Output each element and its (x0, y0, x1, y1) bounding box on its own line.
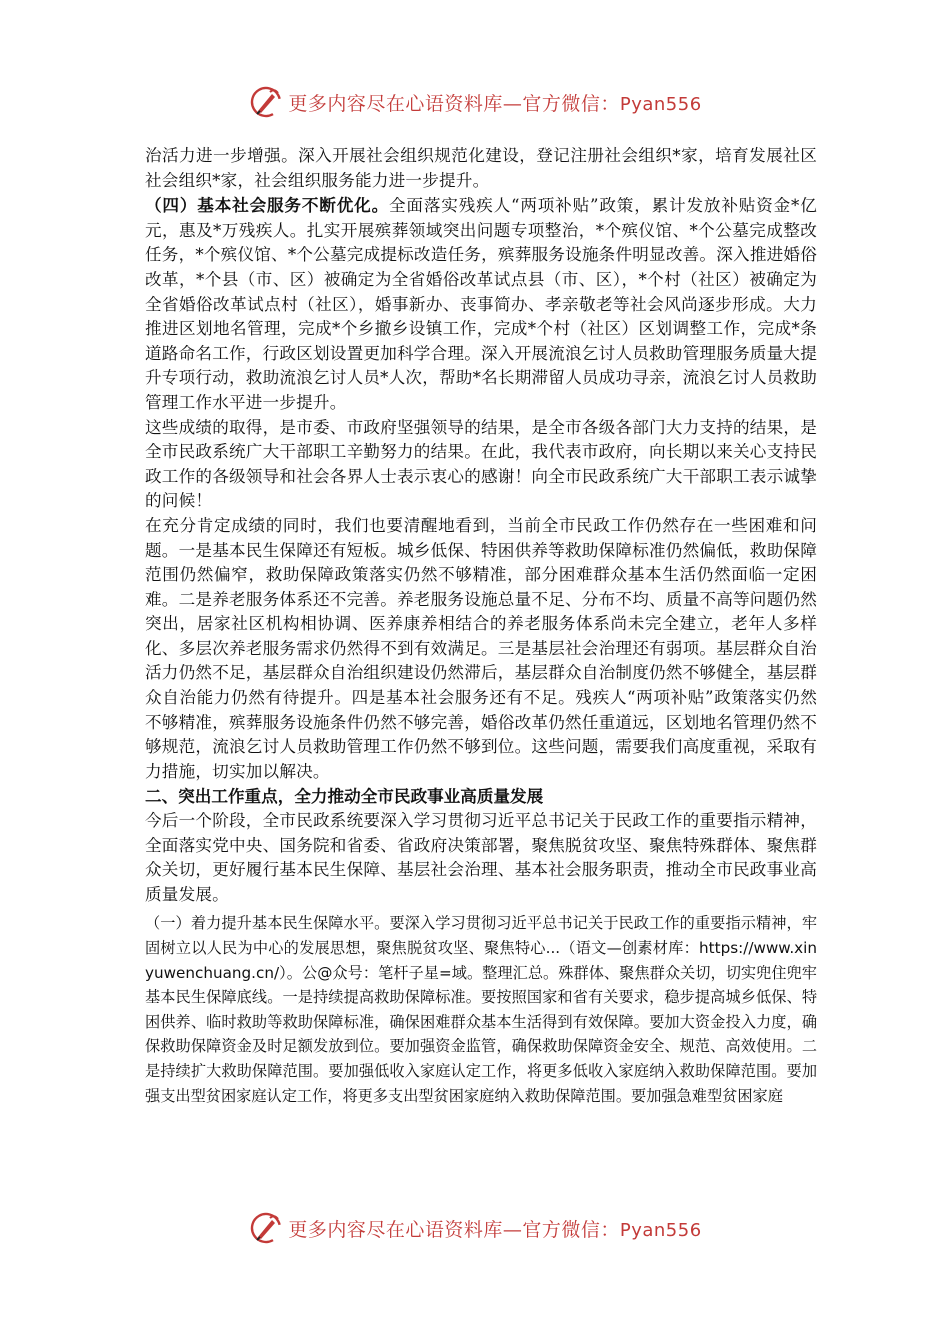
paragraph-sans: （一）着力提升基本民生保障水平。要深入学习贯彻习近平总书记关于民政工作的重要指示精神，牢固树立以人民为中心的发展思想，聚焦脱贫攻坚、聚焦特心...（语文—创素材库：https://www.xinyuwenchuang.cn/）。公@众号：笔杆子星=域。整理汇总。殊群体、聚焦群众关切，切实兜住兜牢基本民生保障底线。一是持续提高救助保障标准。要按照国家和省有关要求，稳步提高城乡低保、特困供养、临时救助等救助保障标准，确保困难群众基本生活得到有效保障。要加大资金投入力度，确保救助保障资金及时足额发放到位。要加强资金监管，确保救助保障资金安全、规范、高效使用。二是持续扩大救助保障范围。要加强低收入家庭认定工作，将更多低收入家庭纳入救助保障范围。要加强支出型贫困家庭认定工作，将更多支出型贫困家庭纳入救助保障范围。要加强急难型贫困家庭 (145, 914, 817, 1105)
pen-seal-icon (248, 84, 284, 120)
watermark-text: 更多内容尽在心语资料库—官方微信：Pyan556 (288, 1218, 702, 1241)
paragraph-basic-social-services (145, 193, 817, 415)
paragraph: 今后一个阶段，全市民政系统要深入学习贯彻习近平总书记关于民政工作的重要指示精神，全面落实党中央、国务院和省委、省政府决策部署，聚焦脱贫攻坚、聚焦特殊群体、聚焦群众关切，更好履行基本民生保障、基层社会治理、基本社会服务职责，推动全市民政事业高质量发展。 (145, 811, 817, 904)
section-heading: 二、突出工作重点，全力推动全市民政事业高质量发展 (145, 786, 544, 807)
paragraph: 在充分肯定成绩的同时，我们也要清醒地看到，当前全市民政工作仍然存在一些困难和问题。一是基本民生保障还有短板。城乡低保、特困供养等救助保障标准仍然偏低，救助保障范围仍然偏窄，救助保障政策落实仍然不够精准，部分困难群众基本生活仍然面临一定困难。二是养老服务体系还不完善。养老服务设施总量不足、分布不均、质量不高等问题仍然突出，居家社区机构相协调、医养康养相结合的养老服务体系尚未完全建立，老年人多样化、多层次养老服务需求仍然得不到有效满足。三是基层社会治理还有弱项。基层群众自治活力仍然不足，基层群众自治组织建设仍然滞后，基层群众自治制度仍然不够健全，基层群众自治能力仍然有待提升。四是基本社会服务还有不足。残疾人“两项补贴”政策落实仍然不够精准，殡葬服务设施条件仍然不够完善，婚俗改革仍然任重道远，区划地名管理仍然不够规范，流浪乞讨人员救助管理工作仍然不够到位。这些问题，需要我们高度重视，采取有力措施，切实加以解决。 (145, 515, 817, 781)
watermark-header (0, 82, 950, 122)
document-body (145, 144, 817, 1108)
paragraph: 治活力进一步增强。深入开展社会组织规范化建设，登记注册社会组织*家，培育发展社区社会组织*家，社会组织服务能力进一步提升。 (145, 146, 817, 190)
watermark-footer (0, 1208, 950, 1248)
paragraph: 这些成绩的取得，是市委、市政府坚强领导的结果，是全市各级各部门大力支持的结果，是全市民政系统广大干部职工辛勤努力的结果。在此，我代表市政府，向长期以来关心支持民政工作的各级领导和社会各界人士表示衷心的感谢！向全市民政系统广大干部职工表示诚挚的问候！ (145, 417, 817, 511)
paragraph-text: 全面落实残疾人“两项补贴”政策，累计发放补贴资金*亿元，惠及*万残疾人。扎实开展殡葬领域突出问题专项整治，*个殡仪馆、*个公墓完成整改任务，*个殡仪馆、*个公墓完成提标改造任务，殡葬服务设施条件明显改善。深入推进婚俗改革，*个县（市、区）被确定为全省婚俗改革试点县（市、区），*个村（社区）被确定为全省婚俗改革试点村（社区），婚事新办、丧事简办、孝亲敬老等社会风尚逐步形成。大力推进区划地名管理，完成*个乡撤乡设镇工作，完成*个村（社区）区划调整工作，完成*条道路命名工作，行政区划设置更加科学合理。深入开展流浪乞讨人员救助管理服务质量大提升专项行动，救助流浪乞讨人员*人次，帮助*名长期滞留人员成功寻亲，流浪乞讨人员救助管理工作水平进一步提升。 (145, 196, 817, 412)
subheading: （四）基本社会服务不断优化。 (145, 195, 389, 216)
watermark-text: 更多内容尽在心语资料库—官方微信：Pyan556 (288, 92, 702, 115)
pen-seal-icon (248, 1210, 284, 1246)
